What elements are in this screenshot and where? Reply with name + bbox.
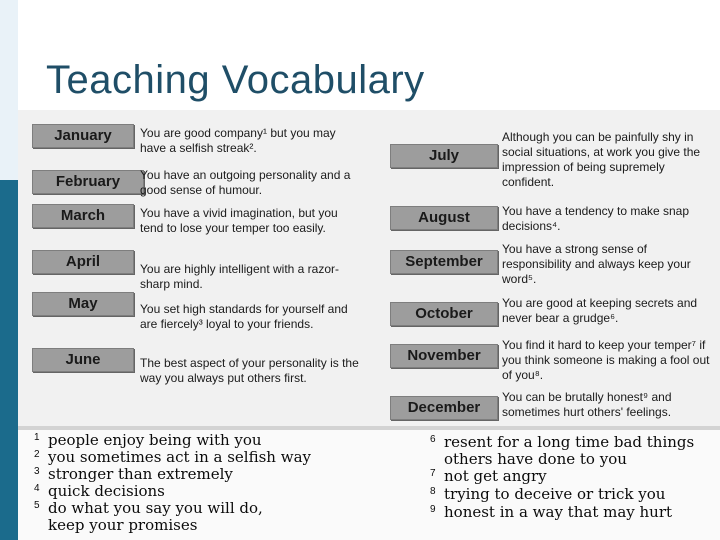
month-text-december: You can be brutally honest⁹ and sometimes hurt others' feelings. [502,390,672,419]
side-accent-dark [0,180,18,540]
month-text-march: You have a vivid imagination, but you tend to lose your temper too easily. [140,206,338,235]
gloss-item: people enjoy being with you [48,431,262,449]
month-label-october: October [390,302,498,326]
month-text-september: You have a strong sense of responsibility and always keep your word⁵. [502,242,691,286]
month-text-february: You have an outgoing personality and a good sense of humour. [140,168,351,197]
month-label-april: April [32,250,134,274]
month-label-january: January [32,124,134,148]
month-label-august: August [390,206,498,230]
gloss-number: 3 [34,466,40,477]
month-label-may: May [32,292,134,316]
gloss-item: trying to deceive or trick you [444,485,666,503]
month-text-january: You are good company¹ but you may have a selfish streak². [140,126,336,155]
gloss-number: 7 [430,468,436,479]
gloss-item: keep your promises [48,516,198,534]
gloss-number: 2 [34,449,40,460]
month-label-march: March [32,204,134,228]
gloss-item: you sometimes act in a selfish way [48,448,311,466]
month-label-november: November [390,344,498,368]
gloss-item: not get angry [444,467,547,485]
gloss-item: stronger than extremely [48,465,233,483]
month-text-october: You are good at keeping secrets and never bear a grudge⁶. [502,296,698,325]
gloss-item: resent for a long time bad things [444,433,695,451]
gloss-number: 8 [430,486,436,497]
month-label-february: February [32,170,144,194]
gloss-number: 1 [34,432,40,443]
gloss-item: do what you say you will do, [48,499,263,517]
month-text-april: You are highly intelligent with a razor-sharp mind. [140,262,340,291]
month-text-august: You have a tendency to make snap decisions⁴. [502,204,690,233]
side-accent-light [0,0,18,180]
month-label-june: June [32,348,134,372]
month-label-december: December [390,396,498,420]
textbook-scan [18,110,720,540]
month-text-june: The best aspect of your personality is the way you always put others first. [140,356,359,385]
gloss-number: 6 [430,434,436,445]
month-label-september: September [390,250,498,274]
gloss-item: quick decisions [48,482,165,500]
gloss-number: 5 [34,500,40,511]
gloss-item: others have done to you [444,450,627,468]
months-table [18,110,720,430]
gloss-item: honest in a way that may hurt [444,503,673,521]
gloss-number: 4 [34,483,40,494]
slide-title: Teaching Vocabulary [46,58,425,102]
glossary [18,430,720,540]
gloss-number: 9 [430,504,436,515]
month-label-july: July [390,144,498,168]
month-text-may: You set high standards for yourself and are fiercely³ loyal to your friends. [140,302,348,331]
month-text-november: You find it hard to keep your temper⁷ if you think someone is making a fool out of you⁸. [502,338,710,382]
month-text-july: Although you can be painfully shy in social situations, at work you give the impression of being supremely confident. [502,130,701,189]
